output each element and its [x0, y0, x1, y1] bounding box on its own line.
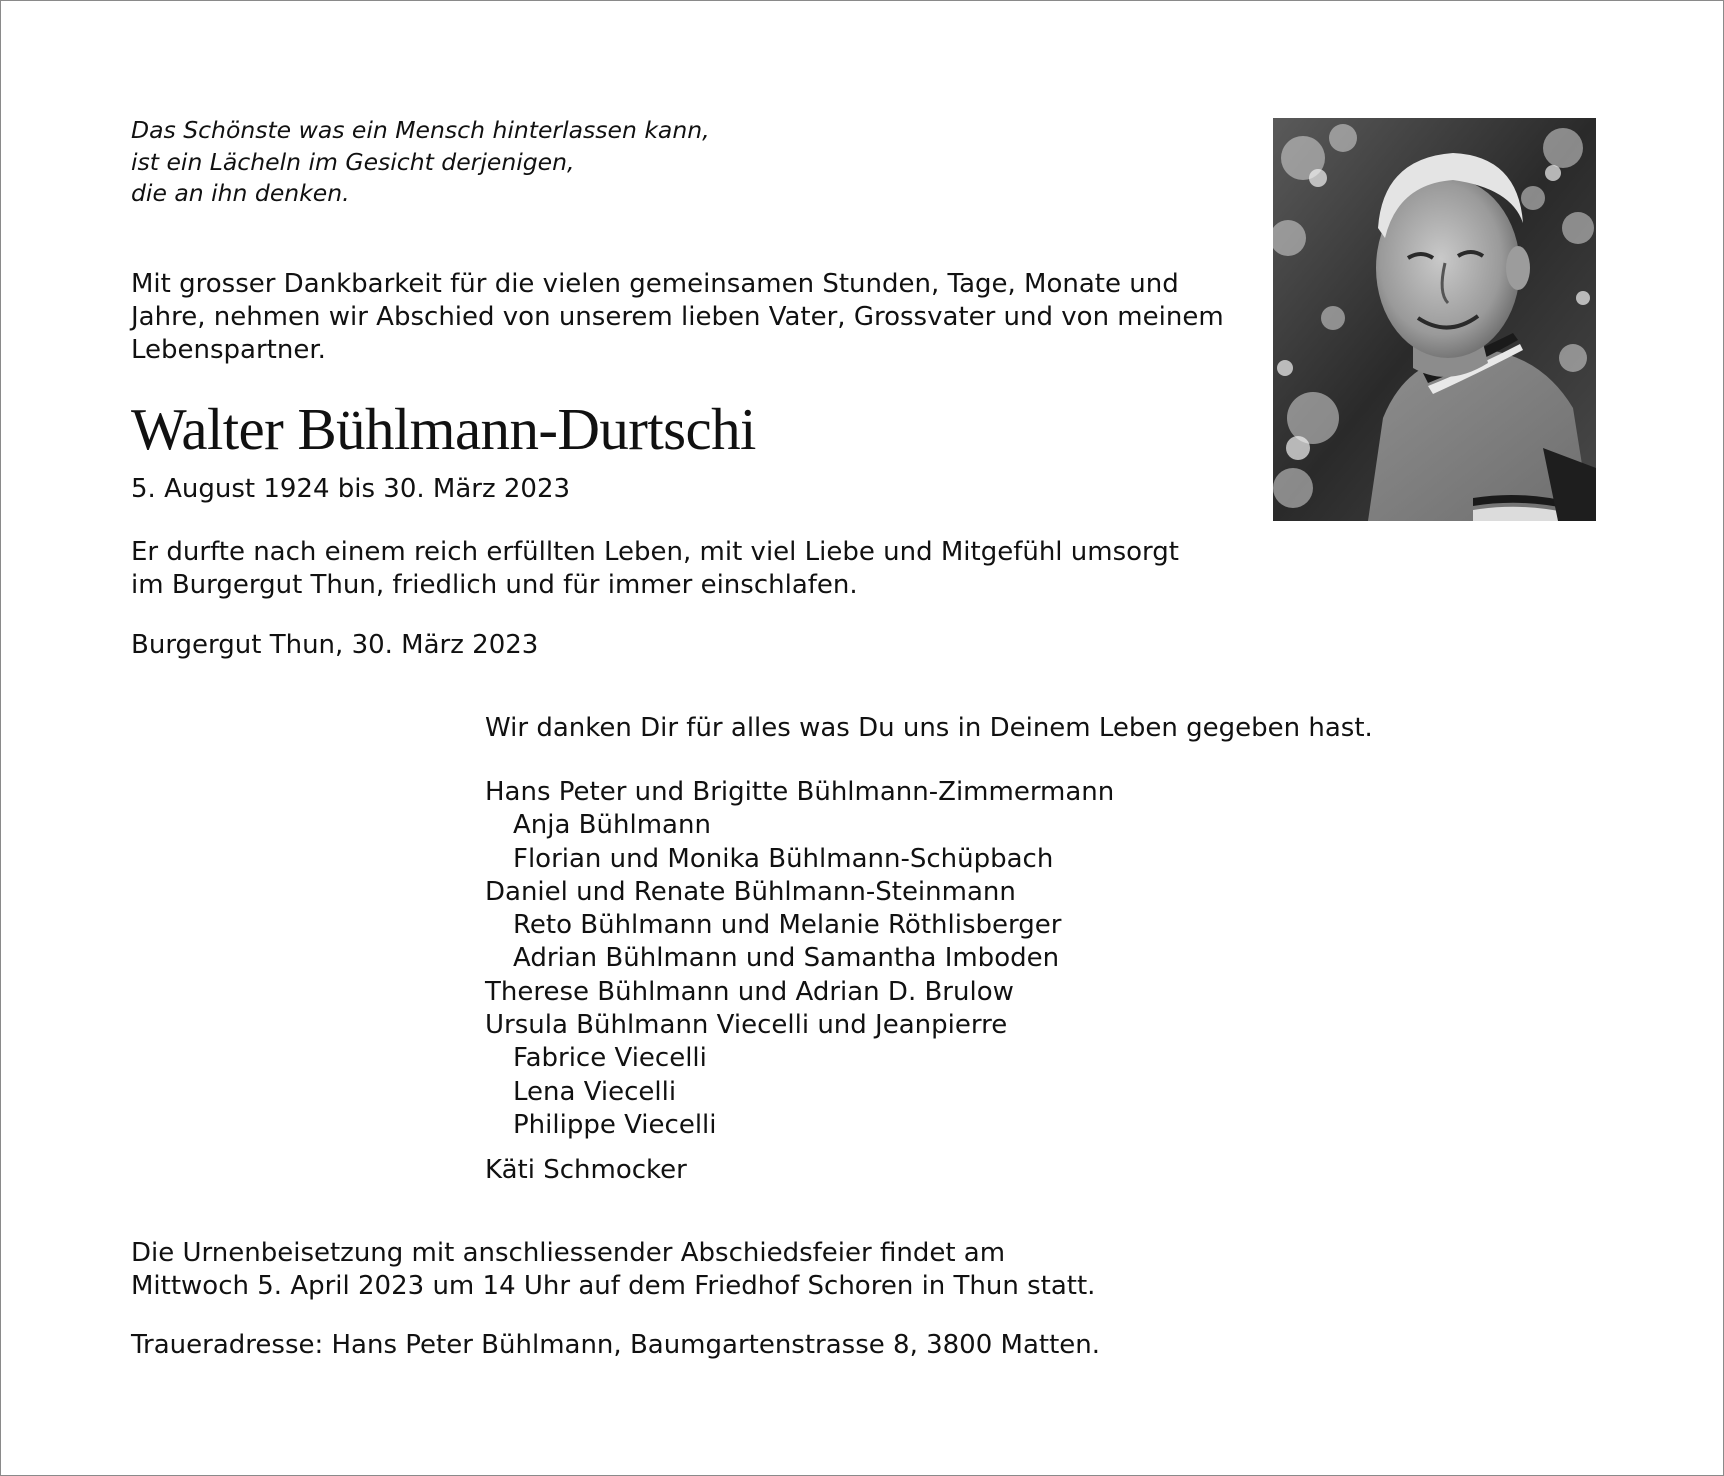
portrait-photo [1273, 118, 1596, 521]
place-and-date: Burgergut Thun, 30. März 2023 [131, 630, 539, 660]
intro-line: Jahre, nehmen wir Abschied von unserem lieben Vater, Grossvater und von meinem [131, 302, 1224, 332]
intro-paragraph [131, 268, 1224, 367]
passing-line: im Burgergut Thun, friedlich und für immer einschlafen. [131, 570, 858, 600]
mourner-entry: Daniel und Renate Bühlmann-Steinmann [485, 876, 1016, 907]
intro-line: Mit grosser Dankbarkeit für die vielen gemeinsamen Stunden, Tage, Monate und [131, 269, 1179, 299]
mourner-entry: Therese Bühlmann und Adrian D. Brulow [485, 976, 1014, 1007]
memorial-quote [131, 115, 710, 210]
ceremony-line: Die Urnenbeisetzung mit anschliessender Abschiedsfeier findet am [131, 1238, 1006, 1268]
deceased-name: Walter Bühlmann-Durtschi [131, 396, 756, 462]
mourner-entry: Ursula Bühlmann Viecelli und Jeanpierre [485, 1010, 1008, 1041]
mourner-entry-grandchild: Florian und Monika Bühlmann-Schüpbach [513, 843, 1054, 874]
partner-name: Käti Schmocker [485, 1155, 687, 1185]
mourner-entry: Hans Peter und Brigitte Bühlmann-Zimmermann [485, 777, 1115, 807]
quote-line: Das Schönste was ein Mensch hinterlassen kann, [131, 116, 710, 144]
mourners-list [485, 776, 1114, 1142]
passing-paragraph [131, 536, 1179, 602]
ceremony-line: Mittwoch 5. April 2023 um 14 Uhr auf dem Friedhof Schoren in Thun statt. [131, 1271, 1096, 1301]
thanks-line: Wir danken Dir für alles was Du uns in Deinem Leben gegeben hast. [485, 713, 1373, 743]
mourner-entry-grandchild: Fabrice Viecelli [513, 1043, 707, 1074]
quote-line: die an ihn denken. [131, 179, 350, 207]
ceremony-info [131, 1237, 1095, 1303]
quote-line: ist ein Lächeln im Gesicht derjenigen, [131, 147, 575, 176]
mourner-entry-grandchild: Reto Bühlmann und Melanie Röthlisberger [513, 910, 1062, 941]
mourner-entry-grandchild: Anja Bühlmann [513, 810, 711, 841]
passing-line: Er durfte nach einem reich erfüllten Leben, mit viel Liebe und Mitgefühl umsorgt [131, 537, 1179, 567]
mourning-address: Traueradresse: Hans Peter Bühlmann, Baumgartenstrasse 8, 3800 Matten. [131, 1330, 1101, 1360]
mourner-entry-grandchild: Lena Viecelli [513, 1076, 677, 1107]
intro-line: Lebenspartner. [131, 335, 326, 365]
mourner-entry-grandchild: Philippe Viecelli [513, 1109, 717, 1140]
portrait-illustration [1273, 118, 1596, 521]
mourner-entry-grandchild: Adrian Bühlmann und Samantha Imboden [513, 943, 1060, 974]
lifespan-dates: 5. August 1924 bis 30. März 2023 [131, 474, 571, 504]
